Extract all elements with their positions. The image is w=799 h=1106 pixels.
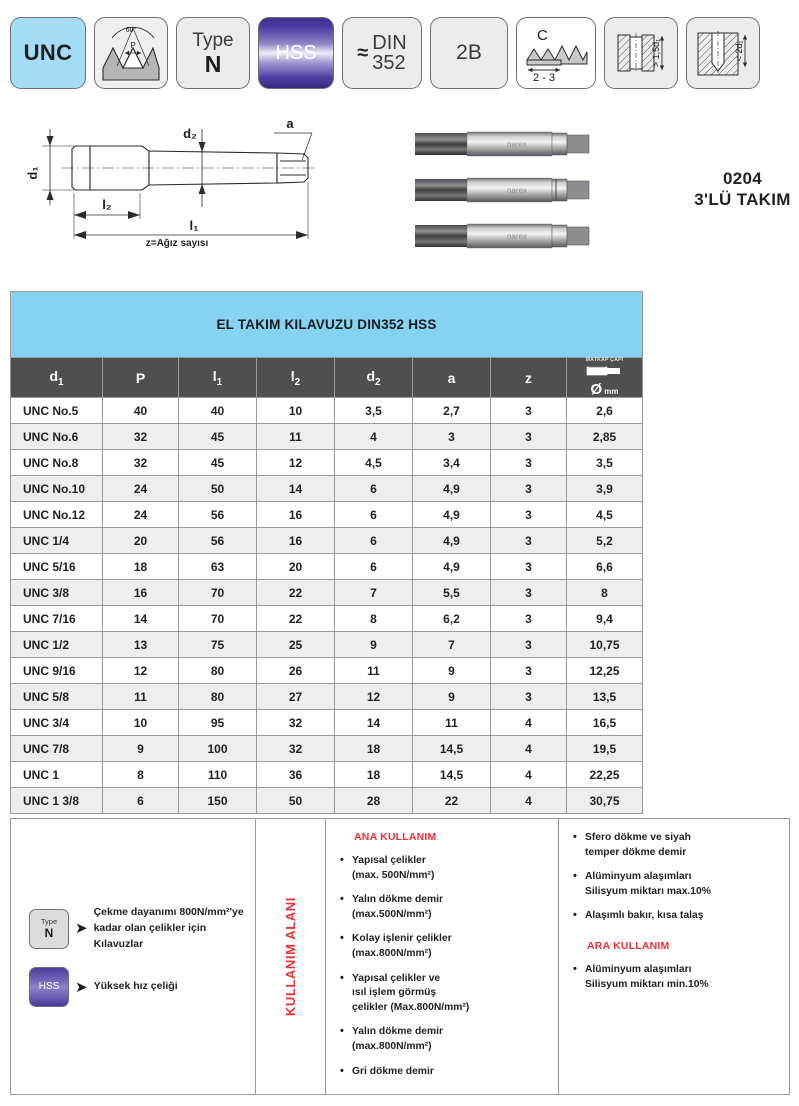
- cell-l2: 20: [257, 554, 335, 580]
- svg-text:C: C: [537, 27, 548, 44]
- cell-drill: 12,25: [567, 658, 643, 684]
- cell-z: 3: [491, 424, 567, 450]
- chamfer-length-icon: [516, 17, 596, 89]
- product-set-name: 3'LÜ TAKIM: [694, 190, 791, 210]
- cell-z: 3: [491, 476, 567, 502]
- cell-thread-size: UNC 1/2: [11, 632, 103, 658]
- cell-p: 11: [103, 684, 179, 710]
- cell-thread-size: UNC 7/16: [11, 606, 103, 632]
- column-header-l1: $l_1$: [179, 358, 257, 398]
- cell-z: 3: [491, 580, 567, 606]
- cell-l2: 16: [257, 528, 335, 554]
- legend-text-hss: Yüksek hız çeliği: [93, 980, 178, 993]
- drill-unit: mm: [604, 387, 619, 397]
- cell-z: 4: [491, 762, 567, 788]
- cell-d2: 3,5: [335, 398, 413, 424]
- cell-drill: 9,4: [567, 606, 643, 632]
- cell-l1: 45: [179, 424, 257, 450]
- table-row: [11, 632, 643, 658]
- cell-a: 9: [413, 658, 491, 684]
- cell-thread-size: UNC No.10: [11, 476, 103, 502]
- din-label: DIN: [372, 32, 407, 54]
- cell-z: 4: [491, 710, 567, 736]
- cell-thread-size: UNC No.6: [11, 424, 103, 450]
- tolerance-label: 2B: [456, 41, 482, 64]
- main-usage-item: • Yalın dökme demir (max.500N/mm²): [340, 893, 548, 922]
- cell-thread-size: UNC 3/4: [11, 710, 103, 736]
- cell-p: 9: [103, 736, 179, 762]
- cell-d2: 14: [335, 710, 413, 736]
- approx-icon: ≈: [357, 41, 369, 64]
- diameter-symbol: Ø: [590, 381, 603, 399]
- cell-thread-size: UNC 1/4: [11, 528, 103, 554]
- cell-a: 4,9: [413, 528, 491, 554]
- table-row: [11, 554, 643, 580]
- drawing-caption: z=Ağız sayısı: [145, 238, 209, 249]
- svg-text:P: P: [130, 41, 136, 50]
- table-row: [11, 424, 643, 450]
- legend-type-n-line1: Çekme dayanımı 800N/mm²'ye: [93, 906, 244, 918]
- cell-drill: 5,2: [567, 528, 643, 554]
- usage-panel: [10, 818, 790, 1095]
- cell-a: 7: [413, 632, 491, 658]
- cell-l1: 80: [179, 684, 257, 710]
- table-row: [11, 736, 643, 762]
- column-header-d2: $d_2$: [335, 358, 413, 398]
- cell-drill: 10,75: [567, 632, 643, 658]
- cell-p: 24: [103, 476, 179, 502]
- cell-thread-size: UNC 9/16: [11, 658, 103, 684]
- cell-drill: 19,5: [567, 736, 643, 762]
- cell-d2: 28: [335, 788, 413, 814]
- table-row: [11, 476, 643, 502]
- cell-drill: 30,75: [567, 788, 643, 814]
- cell-z: 3: [491, 528, 567, 554]
- type-value: N: [204, 50, 222, 77]
- chamfer-drawing: [521, 22, 591, 84]
- cell-drill: 8: [567, 580, 643, 606]
- cell-z: 3: [491, 398, 567, 424]
- cell-p: 24: [103, 502, 179, 528]
- svg-text:narex: narex: [506, 186, 528, 195]
- cell-p: 20: [103, 528, 179, 554]
- drill-bit-icon: [585, 364, 625, 381]
- cell-l2: 22: [257, 580, 335, 606]
- hss-legend-badge: [29, 967, 69, 1007]
- hss-legend-main: HSS: [38, 981, 60, 992]
- cell-l1: 80: [179, 658, 257, 684]
- cell-l2: 25: [257, 632, 335, 658]
- table-column-header-row: [11, 358, 643, 398]
- table-row: [11, 450, 643, 476]
- table-row: [11, 762, 643, 788]
- cell-d2: 6: [335, 528, 413, 554]
- type-n-legend-top: Type: [40, 917, 58, 927]
- cell-thread-size: UNC 7/8: [11, 736, 103, 762]
- cell-drill: 4,5: [567, 502, 643, 528]
- cell-l2: 10: [257, 398, 335, 424]
- svg-text:a: a: [286, 116, 294, 131]
- cell-z: 3: [491, 502, 567, 528]
- cell-p: 18: [103, 554, 179, 580]
- cell-l2: 27: [257, 684, 335, 710]
- cell-d2: 8: [335, 606, 413, 632]
- main-usage-item: • Kolay işlenir çelikler (max.800N/mm²): [340, 932, 548, 961]
- cell-p: 16: [103, 580, 179, 606]
- cell-p: 32: [103, 450, 179, 476]
- table-row: [11, 580, 643, 606]
- cell-drill: 2,85: [567, 424, 643, 450]
- cell-thread-size: UNC 1 3/8: [11, 788, 103, 814]
- usage-area-vertical-label: [256, 819, 326, 1094]
- din-standard-badge: [342, 17, 422, 89]
- cell-l1: 50: [179, 476, 257, 502]
- secondary-usage-heading: ARA KULLANIM: [587, 940, 670, 953]
- svg-text:d₂: d₂: [183, 126, 197, 141]
- cell-thread-size: UNC No.8: [11, 450, 103, 476]
- cell-p: 6: [103, 788, 179, 814]
- main-usage-column: [326, 819, 559, 1094]
- cell-l1: 56: [179, 528, 257, 554]
- column-header-a: a: [413, 358, 491, 398]
- column-header-p: P: [103, 358, 179, 398]
- cell-thread-size: UNC 5/16: [11, 554, 103, 580]
- tap-item-2: [415, 178, 589, 202]
- legend-column: [11, 819, 256, 1094]
- secondary-usage-column: [559, 819, 789, 1094]
- svg-text:narex: narex: [506, 140, 528, 149]
- table-row: [11, 710, 643, 736]
- main-usage-item: • Yapısal çelikler ve ısıl işlem görmüş çelikler (Max.800N/mm²): [340, 972, 548, 1016]
- cell-l1: 70: [179, 606, 257, 632]
- cell-l1: 45: [179, 450, 257, 476]
- thread-profile-drawing: [99, 22, 163, 84]
- legend-type-n-line2: kadar olan çelikler için Kılavuzlar: [93, 921, 207, 950]
- type-n-badge: [176, 17, 250, 89]
- secondary-usage-item: • Sfero dökme ve siyah temper dökme demir: [573, 831, 779, 860]
- cell-l2: 36: [257, 762, 335, 788]
- cell-a: 2,7: [413, 398, 491, 424]
- through-hole-icon: [604, 17, 678, 89]
- cell-a: 5,5: [413, 580, 491, 606]
- cell-z: 3: [491, 684, 567, 710]
- cell-a: 22: [413, 788, 491, 814]
- cell-p: 32: [103, 424, 179, 450]
- column-header-l2: $l_2$: [257, 358, 335, 398]
- cell-a: 9: [413, 684, 491, 710]
- cell-d2: 4: [335, 424, 413, 450]
- secondary-usage-list-bottom: [573, 963, 779, 992]
- column-header-drill-diameter: [567, 358, 643, 398]
- cell-l2: 50: [257, 788, 335, 814]
- svg-text:60°: 60°: [125, 27, 137, 34]
- cell-z: 3: [491, 554, 567, 580]
- table-row: [11, 528, 643, 554]
- cell-l1: 56: [179, 502, 257, 528]
- column-header-d1: $d_1$: [11, 358, 103, 398]
- cell-l2: 32: [257, 736, 335, 762]
- cell-a: 3,4: [413, 450, 491, 476]
- cell-l1: 95: [179, 710, 257, 736]
- legend-row-type-n: [29, 905, 255, 952]
- cell-l1: 100: [179, 736, 257, 762]
- cell-p: 8: [103, 762, 179, 788]
- type-n-legend-main: N: [44, 925, 54, 940]
- cell-l1: 63: [179, 554, 257, 580]
- table-row: [11, 606, 643, 632]
- table-row: [11, 788, 643, 814]
- specification-table: [10, 291, 643, 814]
- table-row: [11, 398, 643, 424]
- cell-drill: 3,9: [567, 476, 643, 502]
- blind-hole-icon: [686, 17, 760, 89]
- blind-hole-drawing: [692, 23, 754, 83]
- usage-area-label-text: KULLANIM ALANI: [283, 896, 298, 1017]
- cell-l2: 32: [257, 710, 335, 736]
- secondary-usage-item: • Alüminyum alaşımları Silisyum miktarı max.10%: [573, 870, 779, 899]
- table-body: [11, 398, 643, 814]
- cell-p: 13: [103, 632, 179, 658]
- cell-a: 4,9: [413, 554, 491, 580]
- table-title-row: [11, 292, 643, 358]
- column-header-z: z: [491, 358, 567, 398]
- cell-p: 10: [103, 710, 179, 736]
- drill-caption: MATKAP ÇAPI: [585, 357, 624, 363]
- cell-z: 4: [491, 736, 567, 762]
- cell-a: 4,9: [413, 476, 491, 502]
- arrow-right-icon: ➤: [75, 978, 88, 996]
- tolerance-class-badge: [430, 17, 508, 89]
- cell-l2: 11: [257, 424, 335, 450]
- din-number: 352: [372, 52, 406, 74]
- svg-text:d₁: d₁: [25, 166, 40, 180]
- cell-z: 4: [491, 788, 567, 814]
- cell-drill: 6,6: [567, 554, 643, 580]
- cell-l2: 26: [257, 658, 335, 684]
- cell-l1: 70: [179, 580, 257, 606]
- svg-text:2 - 3: 2 - 3: [532, 72, 556, 84]
- cell-thread-size: UNC No.5: [11, 398, 103, 424]
- cell-l1: 110: [179, 762, 257, 788]
- cell-z: 3: [491, 606, 567, 632]
- svg-text:l₁: l₁: [189, 218, 199, 233]
- cell-thread-size: UNC No.12: [11, 502, 103, 528]
- cell-d2: 6: [335, 554, 413, 580]
- cell-l2: 22: [257, 606, 335, 632]
- tap-item-1: [415, 132, 589, 156]
- arrow-right-icon: ➤: [75, 920, 88, 938]
- cell-a: 14,5: [413, 736, 491, 762]
- cell-thread-size: UNC 3/8: [11, 580, 103, 606]
- cell-d2: 9: [335, 632, 413, 658]
- tap-item-3: [415, 224, 589, 248]
- table-row: [11, 502, 643, 528]
- cell-d2: 6: [335, 502, 413, 528]
- cell-z: 3: [491, 632, 567, 658]
- svg-text:> 1,5d₁: > 1,5d₁: [651, 38, 661, 68]
- cell-d2: 12: [335, 684, 413, 710]
- cell-drill: 22,25: [567, 762, 643, 788]
- cell-l1: 75: [179, 632, 257, 658]
- cell-drill: 13,5: [567, 684, 643, 710]
- cell-a: 11: [413, 710, 491, 736]
- cell-z: 3: [491, 658, 567, 684]
- cell-l2: 14: [257, 476, 335, 502]
- thread-angle-60-icon: [94, 17, 168, 89]
- product-code: 0204: [722, 169, 763, 188]
- cell-z: 3: [491, 450, 567, 476]
- product-code-label: [690, 168, 795, 211]
- cell-drill: 3,5: [567, 450, 643, 476]
- type-label: Type: [192, 29, 234, 51]
- cell-l2: 12: [257, 450, 335, 476]
- type-n-legend-badge: [29, 909, 69, 949]
- unc-label: UNC: [23, 40, 73, 65]
- through-hole-drawing: [610, 23, 672, 83]
- cell-thread-size: UNC 1: [11, 762, 103, 788]
- tap-set-illustration: [405, 122, 695, 262]
- cell-d2: 18: [335, 762, 413, 788]
- main-usage-item: • Gri dökme demir: [340, 1065, 548, 1080]
- unc-standard-badge: [10, 17, 86, 89]
- secondary-usage-item: • Alüminyum alaşımları Silisyum miktarı min.10%: [573, 963, 779, 992]
- legend-text-type-n: [94, 905, 255, 952]
- table-row: [11, 684, 643, 710]
- svg-text:l₂: l₂: [102, 197, 112, 212]
- hss-material-badge: [258, 17, 334, 89]
- cell-p: 12: [103, 658, 179, 684]
- main-usage-item: • Yapısal çelikler (max. 500N/mm²): [340, 854, 548, 883]
- cell-drill: 2,6: [567, 398, 643, 424]
- cell-d2: 4,5: [335, 450, 413, 476]
- cell-p: 40: [103, 398, 179, 424]
- legend-row-hss: [29, 967, 178, 1007]
- cell-a: 4,9: [413, 502, 491, 528]
- secondary-usage-list-top: [573, 831, 779, 924]
- table-row: [11, 658, 643, 684]
- cell-d2: 7: [335, 580, 413, 606]
- secondary-usage-item: • Alaşımlı bakır, kısa talaş: [573, 909, 779, 924]
- svg-text:narex: narex: [506, 232, 528, 241]
- main-usage-heading: ANA KULLANIM: [354, 831, 437, 843]
- cell-l1: 40: [179, 398, 257, 424]
- cell-l1: 150: [179, 788, 257, 814]
- cell-a: 6,2: [413, 606, 491, 632]
- main-usage-item: • Yalın dökme demir (max.800N/mm²): [340, 1025, 548, 1054]
- hss-label: HSS: [275, 41, 317, 64]
- cell-thread-size: UNC 5/8: [11, 684, 103, 710]
- cell-drill: 16,5: [567, 710, 643, 736]
- icon-badge-strip: [10, 12, 789, 94]
- cell-l2: 16: [257, 502, 335, 528]
- cell-d2: 11: [335, 658, 413, 684]
- cell-a: 3: [413, 424, 491, 450]
- cell-d2: 18: [335, 736, 413, 762]
- table-title: EL TAKIM KILAVUZU DIN352 HSS: [11, 292, 643, 358]
- cell-p: 14: [103, 606, 179, 632]
- main-usage-list: [340, 854, 548, 1079]
- cell-d2: 6: [335, 476, 413, 502]
- product-photo: [405, 122, 695, 262]
- cell-a: 14,5: [413, 762, 491, 788]
- svg-text:< 2d₁: < 2d₁: [734, 40, 744, 62]
